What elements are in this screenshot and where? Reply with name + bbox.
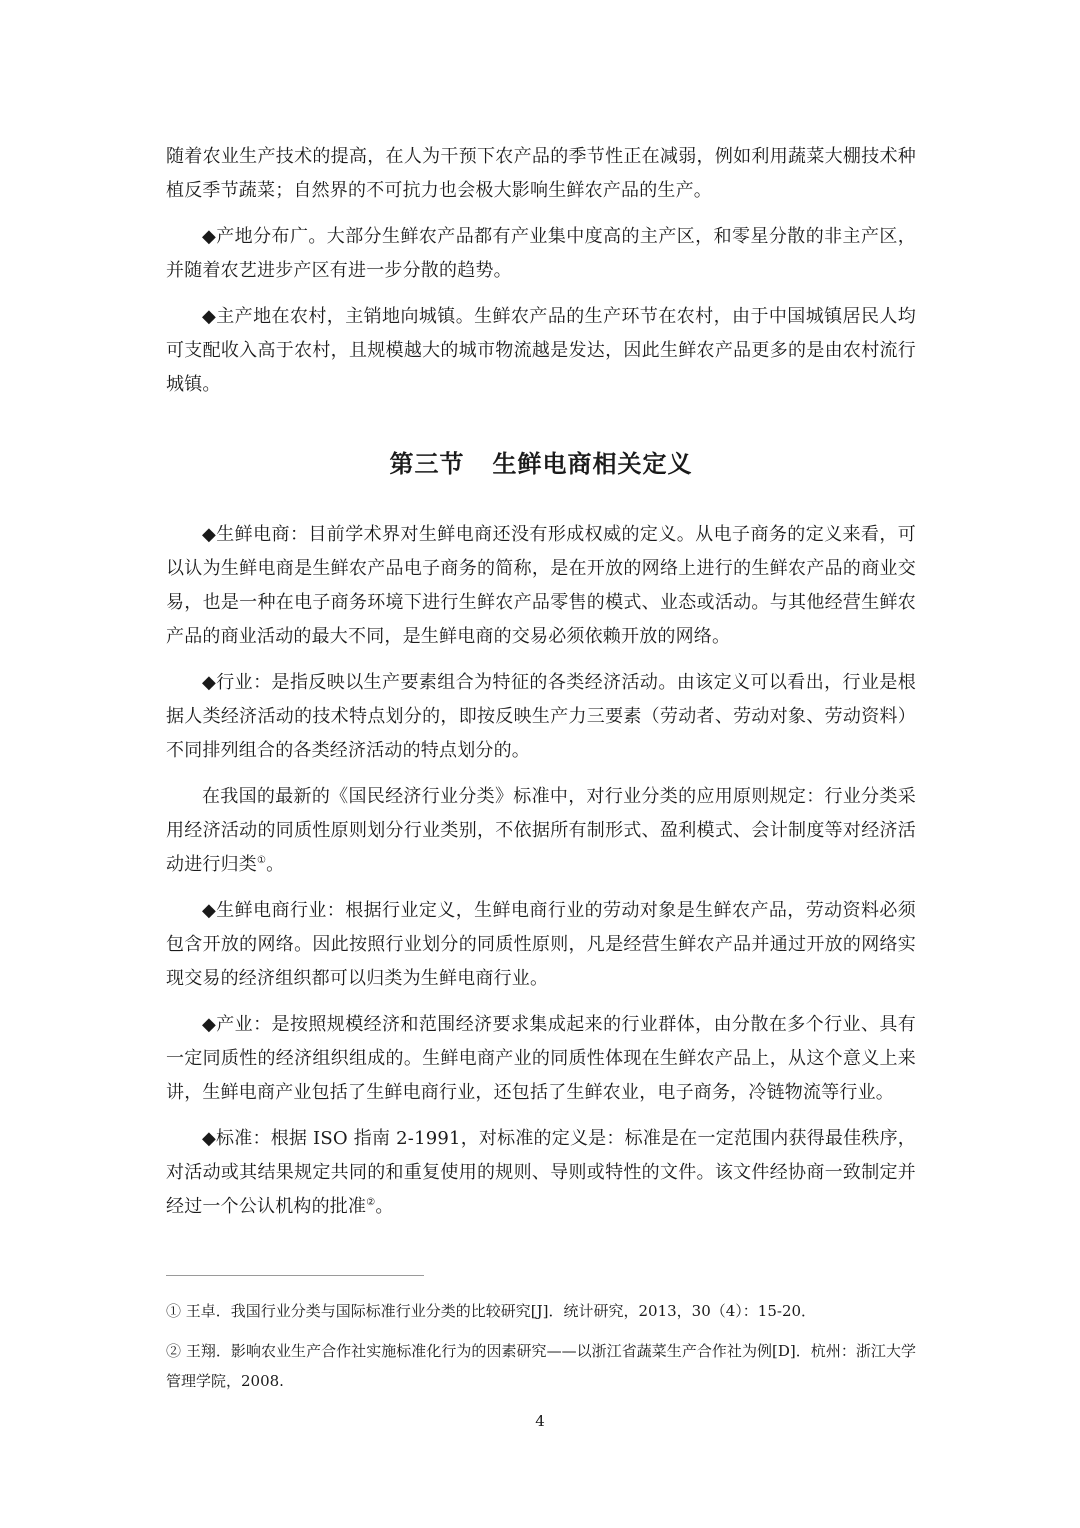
section-title-number: 第三节 [389,449,465,478]
paragraph-origin: ◆主产地在农村，主销地向城镇。生鲜农产品的生产环节在农村，由于中国城镇居民人均可支配收入高于农村，且规模越大的城市物流越是发达，因此生鲜农产品更多的是由农村流行城镇。 [166,306,916,395]
standard-end: 。 [375,1196,394,1217]
page-number: 4 [535,1412,545,1430]
classification-end: 。 [266,854,285,875]
paragraph-sector: ◆产业：是按照规模经济和范围经济要求集成起来的行业群体，由分散在多个行业、具有一定同质性的经济组织组成的。生鲜电商产业的同质性体现在生鲜农产品上，从这个意义上来讲，生鲜电商产业包括了生鲜电商行业，还包括了生鲜农业，电子商务，冷链物流等行业。 [166,1014,916,1103]
footnote-ref-2: ② [366,1197,376,1208]
paragraph-ecommerce: ◆生鲜电商：目前学术界对生鲜电商还没有形成权威的定义。从电子商务的定义来看，可以认为生鲜电商是生鲜农产品电子商务的简称，是在开放的网络上进行的生鲜农产品的商业交易，也是一种在电子商务环境下进行生鲜农产品零售的模式、业态或活动。与其他经营生鲜农产品的商业活动的最大不同，是生鲜电商的交易必须依赖开放的网络。 [166,524,916,647]
paragraph-ecom-industry: ◆生鲜电商行业：根据行业定义，生鲜电商行业的劳动对象是生鲜农产品，劳动资料必须包含开放的网络。因此按照行业划分的同质性原则，凡是经营生鲜农产品并通过开放的网络实现交易的经济组织都可以归类为生鲜电商行业。 [166,900,916,989]
paragraph-classification [166,780,916,882]
section-title-text: 生鲜电商相关定义 [492,449,693,478]
standard-text: ◆标准：根据 ISO 指南 2-1991，对标准的定义是：标准是在一定范围内获得最佳秩序，对活动或其结果规定共同的和重复使用的规则、导则或特性的文件。该文件经协商一致制定并经过一个公认机构的批准 [166,1128,916,1217]
footnote-divider [166,1275,424,1276]
classification-text: 在我国的最新的《国民经济行业分类》标准中，对行业分类的应用原则规定：行业分类采用经济活动的同质性原则划分行业类别，不依据所有制形式、盈利模式、会计制度等对经济活动进行归类 [166,786,916,875]
paragraph-standard [166,1122,916,1224]
paragraph-distribution: ◆产地分布广。大部分生鲜农产品都有产业集中度高的主产区，和零星分散的非主产区，并随着农艺进步产区有进一步分散的趋势。 [166,226,916,281]
footnote-1: ① 王卓．我国行业分类与国际标准行业分类的比较研究[J]．统计研究，2013，30（4）：15-20． [166,1302,817,1320]
footnote-ref-1: ① [257,855,267,866]
paragraph-industry: ◆行业：是指反映以生产要素组合为特征的各类经济活动。由该定义可以看出，行业是根据人类经济活动的技术特点划分的，即按反映生产力三要素（劳动者、劳动对象、劳动资料）不同排列组合的各类经济活动的特点划分的。 [166,672,916,761]
footnote-2: ② 王翔．影响农业生产合作社实施标准化行为的因素研究——以浙江省蔬菜生产合作社为例[D]．杭州：浙江大学管理学院，2008. [166,1342,916,1390]
footnotes [166,1296,916,1406]
body-text [166,140,916,1236]
paragraph-continued: 随着农业生产技术的提高，在人为干预下农产品的季节性正在减弱，例如利用蔬菜大棚技术种植反季节蔬菜；自然界的不可抗力也会极大影响生鲜农产品的生产。 [166,146,916,201]
section-title [166,446,916,482]
